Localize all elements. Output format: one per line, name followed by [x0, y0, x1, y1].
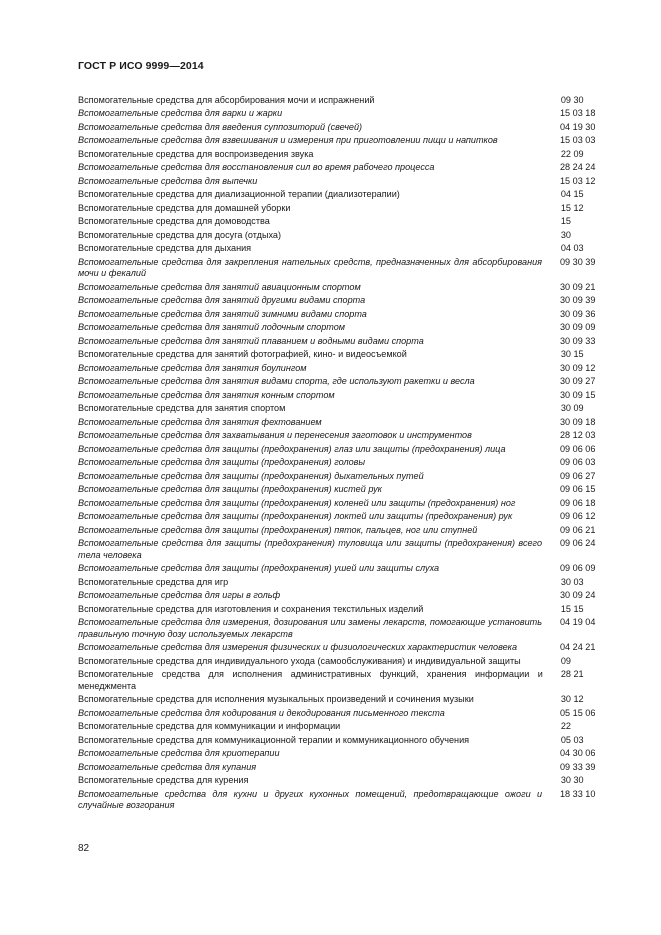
- entry-term: Вспомогательные средства для индивидуального ухода (самообслуживания) и индивидуальной защиты: [78, 655, 521, 666]
- entry-term: Вспомогательные средства для досуга (отдыха): [78, 229, 282, 240]
- entry-term: Вспомогательные средства для занятия боулингом: [78, 362, 307, 373]
- index-entry: [78, 322, 596, 334]
- page-number: 82: [78, 843, 90, 854]
- entry-code: 04 03: [560, 243, 584, 254]
- entry-term: Вспомогательные средства для воспроизведения звука: [78, 148, 314, 159]
- index-entry: [78, 642, 596, 654]
- entry-code: 09 06 21: [560, 524, 596, 535]
- entry-term: Вспомогательные средства для домашней уборки: [78, 202, 291, 213]
- index-entry: [78, 403, 590, 415]
- index-entry: [78, 788, 596, 812]
- entry-term: Вспомогательные средства для занятий фотографией, кино- и видеосъемкой: [78, 349, 407, 360]
- index-entry: [78, 484, 596, 496]
- entry-code: 09 06 09: [560, 563, 596, 574]
- entry-code: 30 09 27: [560, 376, 596, 387]
- entry-term: Вспомогательные средства для защиты (предохранения) глаз или защиты (предохранения) лица: [78, 443, 506, 454]
- entry-code: 30 09 21: [560, 281, 596, 292]
- entry-term: Вспомогательные средства для коммуникации и информации: [78, 721, 341, 732]
- entry-code: 30 09 15: [560, 389, 596, 400]
- entry-code: 22: [560, 721, 571, 732]
- entry-term: Вспомогательные средства для защиты (предохранения) дыхательных путей: [78, 470, 424, 481]
- index-entry: [78, 748, 596, 760]
- entry-code: 09 06 27: [560, 470, 596, 481]
- document-header: ГОСТ Р ИСО 9999—2014: [78, 60, 204, 72]
- index-entry: [78, 362, 596, 375]
- index-entry: [78, 511, 596, 523]
- entry-term: Вспомогательные средства для курения: [78, 775, 249, 786]
- entry-code: 04 15: [560, 189, 584, 200]
- entry-term: Вспомогательные средства для занятий авиационным спортом: [78, 281, 361, 292]
- entry-term: Вспомогательные средства для абсорбирования мочи и испражнений: [78, 95, 375, 105]
- index-entry: [78, 707, 596, 720]
- index-entry: [78, 563, 596, 575]
- index-entry: [78, 256, 596, 280]
- index-entry: [78, 590, 596, 602]
- index-entry: [78, 108, 596, 120]
- entry-term: Вспомогательные средства для измерения, дозирования или замены лекарств, помогающие установить правильную точную дозу используемых лекарств: [78, 617, 542, 639]
- entry-code: 15 03 12: [560, 175, 596, 186]
- entry-term: Вспомогательные средства для защиты (предохранения) головы: [78, 457, 366, 468]
- entry-code: 04 19 04: [560, 617, 596, 628]
- entry-code: 09 30: [560, 95, 584, 105]
- entry-term: Вспомогательные средства для выпечки: [78, 175, 258, 186]
- entry-term: Вспомогательные средства для закрепления нательных средств, предназначенных для абсорбирования мочи и фекалий: [78, 256, 542, 279]
- entry-term: Вспомогательные средства для защиты (предохранения) пяток, пальцев, ног или ступней: [78, 524, 478, 535]
- entry-term: Вспомогательные средства для занятий другими видами спорта: [78, 295, 366, 306]
- entry-term: Вспомогательные средства для варки и жарки: [78, 108, 283, 119]
- index-entry: [78, 669, 590, 692]
- index-entry: [78, 416, 596, 429]
- index-entry: [78, 216, 590, 228]
- entry-term: Вспомогательные средства для защиты (предохранения) кистей рук: [78, 484, 382, 495]
- entry-term: Вспомогательные средства для занятия спортом: [78, 403, 286, 414]
- entry-code: 28 24 24: [560, 162, 596, 173]
- index-entry: [78, 335, 596, 348]
- entry-term: Вспомогательные средства для купания: [78, 761, 257, 772]
- entry-code: 18 33 10: [560, 788, 596, 799]
- entry-code: 15 03 18: [560, 108, 596, 119]
- index-entry: [78, 694, 590, 706]
- entry-term: Вспомогательные средства для коммуникационной терапии и коммуникационного обучения: [78, 734, 470, 745]
- entry-code: 30 15: [560, 349, 584, 360]
- entry-code: 30 09 09: [560, 322, 596, 333]
- entry-code: 30 09: [560, 403, 584, 414]
- entry-code: 09 06 03: [560, 457, 596, 468]
- entry-term: Вспомогательные средства для домоводства: [78, 216, 270, 227]
- entry-code: 22 09: [560, 148, 584, 159]
- index-entry: [78, 230, 590, 242]
- entry-code: 09 06 12: [560, 511, 596, 522]
- index-entry: [78, 577, 590, 589]
- index-entry: [78, 497, 596, 510]
- entry-term: Вспомогательные средства для дыхания: [78, 243, 252, 254]
- entry-term: Вспомогательные средства для диализационной терапии (диализотерапии): [78, 189, 400, 200]
- entry-term: Вспомогательные средства для введения суппозиторий (свечей): [78, 121, 363, 132]
- entry-code: 30 09 39: [560, 295, 596, 306]
- index-entry: [78, 735, 590, 747]
- index-entry: [78, 308, 596, 321]
- entry-code: 30 03: [560, 576, 584, 587]
- index-entry: [78, 430, 596, 442]
- entry-code: 04 30 06: [560, 748, 596, 759]
- entry-code: 28 21: [560, 669, 584, 680]
- entry-term: Вспомогательные средства для занятия конным спортом: [78, 389, 335, 400]
- index-entry: [78, 281, 596, 294]
- entry-code: 05 15 06: [560, 707, 596, 718]
- entry-term: Вспомогательные средства для игр: [78, 576, 229, 587]
- index-entry: [78, 243, 590, 255]
- entry-term: Вспомогательные средства для занятий плаванием и водными видами спорта: [78, 335, 424, 346]
- entry-term: Вспомогательные средства для занятий зимними видами спорта: [78, 308, 367, 319]
- entry-term: Вспомогательные средства для защиты (предохранения) коленей или защиты (предохранения) ног: [78, 497, 516, 508]
- index-entry: [78, 604, 590, 616]
- index-entry: [78, 149, 590, 161]
- index-entry: [78, 349, 590, 361]
- index-entry: [78, 295, 596, 307]
- entry-term: Вспомогательные средства для восстановления сил во время рабочего процесса: [78, 162, 435, 173]
- entry-code: 15 15: [560, 603, 584, 614]
- entry-code: 09: [560, 655, 571, 666]
- entry-code: 09 06 06: [560, 443, 596, 454]
- entry-term: Вспомогательные средства для кухни и других кухонных помещений, предотвращающие ожоги и случайные возгорания: [78, 788, 542, 811]
- entry-code: 09 06 24: [560, 538, 596, 549]
- entry-term: Вспомогательные средства для занятий лодочным спортом: [78, 322, 346, 333]
- entry-code: 30 09 36: [560, 308, 596, 319]
- index-entry: [78, 121, 596, 134]
- index-entry: [78, 175, 596, 188]
- entry-code: 09 06 15: [560, 484, 596, 495]
- entry-term: Вспомогательные средства для исполнения административных функций, хранения информации и менеджмента: [78, 669, 543, 691]
- index-entry: [78, 761, 596, 774]
- entry-term: Вспомогательные средства для взвешивания и измерения при приготовлении пищи и напитков: [78, 135, 498, 146]
- entry-code: 30 09 24: [560, 590, 596, 601]
- entry-code: 09 33 39: [560, 761, 596, 772]
- entry-code: 30 30: [560, 775, 584, 786]
- index-entry: [78, 721, 590, 733]
- index-entry: [78, 538, 596, 561]
- index-entry: [78, 775, 590, 787]
- entry-code: 15 03 03: [560, 135, 596, 146]
- index-entry: [78, 389, 596, 402]
- entry-term: Вспомогательные средства для изготовления и сохранения текстильных изделий: [78, 603, 424, 614]
- entry-term: Вспомогательные средства для занятия видами спорта, где используют ракетки и весла: [78, 376, 475, 387]
- index-list: [78, 95, 596, 814]
- index-entry: [78, 162, 596, 174]
- entry-term: Вспомогательные средства для исполнения музыкальных произведений и сочинения музыки: [78, 694, 474, 705]
- entry-term: Вспомогательные средства для кодирования и декодирования письменного текста: [78, 707, 445, 718]
- entry-code: 05 03: [560, 734, 584, 745]
- index-entry: [78, 524, 596, 537]
- entry-code: 30 09 12: [560, 362, 596, 373]
- entry-term: Вспомогательные средства для криотерапии: [78, 748, 280, 759]
- index-entry: [78, 617, 596, 640]
- index-entry: [78, 457, 596, 469]
- entry-code: 15 12: [560, 202, 584, 213]
- entry-code: 28 12 03: [560, 430, 596, 441]
- entry-code: 30 09 18: [560, 416, 596, 427]
- entry-code: 15: [560, 216, 571, 227]
- entry-code: 04 19 30: [560, 121, 596, 132]
- index-entry: [78, 95, 590, 107]
- entry-term: Вспомогательные средства для игры в гольф: [78, 590, 281, 601]
- entry-code: 30: [560, 229, 571, 240]
- index-entry: [78, 189, 590, 201]
- entry-code: 09 06 18: [560, 497, 596, 508]
- index-entry: [78, 470, 596, 483]
- entry-term: Вспомогательные средства для измерения физических и физиологических характеристик человека: [78, 642, 518, 653]
- entry-term: Вспомогательные средства для защиты (предохранения) туловища или защиты (предохранения) всего тела человека: [78, 538, 542, 560]
- index-entry: [78, 656, 590, 668]
- entry-term: Вспомогательные средства для занятия фехтованием: [78, 416, 322, 427]
- index-entry: [78, 376, 596, 388]
- entry-code: 30 09 33: [560, 335, 596, 346]
- index-entry: [78, 443, 596, 456]
- entry-term: Вспомогательные средства для защиты (предохранения) локтей или защиты (предохранения) рук: [78, 511, 513, 522]
- entry-code: 09 30 39: [560, 256, 596, 267]
- entry-code: 30 12: [560, 694, 584, 705]
- entry-term: Вспомогательные средства для захватывания и перенесения заготовок и инструментов: [78, 430, 472, 441]
- index-entry: [78, 135, 596, 147]
- index-entry: [78, 203, 590, 215]
- entry-term: Вспомогательные средства для защиты (предохранения) ушей или защиты слуха: [78, 563, 440, 574]
- entry-code: 04 24 21: [560, 642, 596, 653]
